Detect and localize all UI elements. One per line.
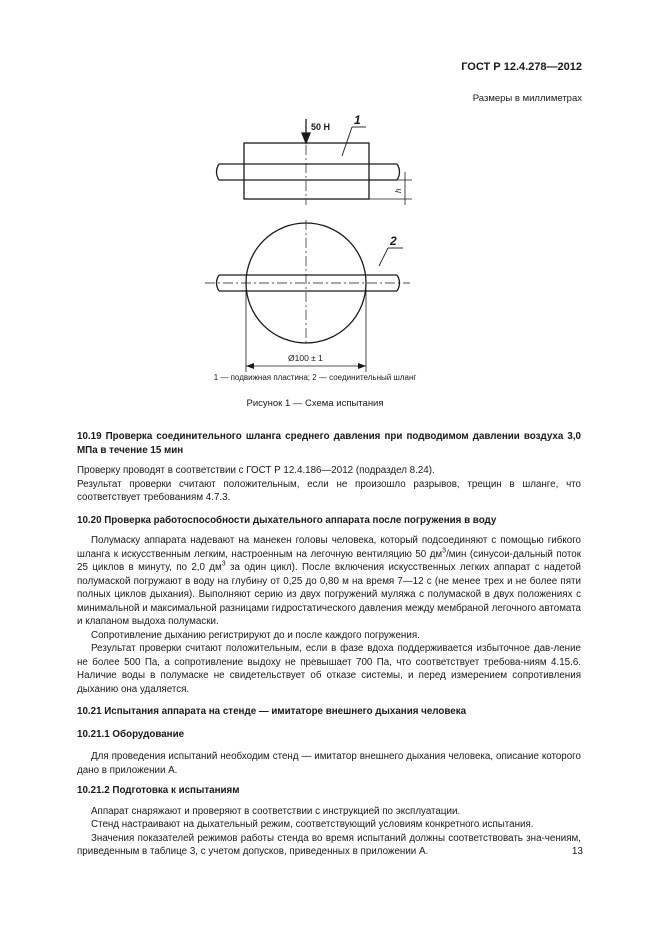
section-10-19-p2: Результат проверки считают положительным, если не произошло разрывов, трещин в шланге, что соответствует требованиям 4.7.3. xyxy=(77,478,581,503)
section-10-21-1-heading: 10.21.1 Оборудование xyxy=(77,728,185,740)
force-arrow-head xyxy=(302,133,310,143)
section-10-21-2-p2: Стенд настраивают на дыхательный режим, соответствующий условиям конкретного испытания. xyxy=(91,819,534,830)
figure-legend: 1 — подвижная пластина; 2 — соединительный шланг xyxy=(213,373,417,382)
section-10-21-2-p3: Значения показателей режимов работы стенда во время испытаний должны соответствовать зна-чениям, приведенным в таблице 3, с учетом допусков, приведенных в приложении А. xyxy=(77,832,581,857)
movable-plate xyxy=(244,143,369,199)
item-1-label: 1 xyxy=(354,113,361,127)
section-10-20-p1: Полумаску аппарата надевают на манекен головы человека, который подсоединяют с помощью гибкого шланга к искусственным легким, настроенным на легочную вентиляцию 50 $дм^3$/мин (синусои-дальный поток 25 циклов в минуту, по 2,0 $дм^3$ за один цикл). После включения искусственных легких аппарат с надетой полумаской погружают в воду на глубину от 0,25 до 0,80 м на время 7—12 с (не менее трех и не более пяти полных циклов дыхания). Выполняют серию из двух погружений муляжа с полумаской в двух положениях с минимальной и максимальной разницами гидростатического давления между мембраной легочного автомата и клапаном выдоха полумаски. xyxy=(77,535,581,627)
page-number: 13 xyxy=(571,846,583,857)
hose-left-end xyxy=(217,164,220,180)
section-10-20-p2: Сопротивление дыханию регистрируют до и после каждого погружения. xyxy=(91,629,420,641)
document-header: ГОСТ Р 12.4.278—2012 xyxy=(461,61,582,73)
h-dimension-label: h xyxy=(394,188,403,193)
diameter-label: Ø100 ± 1 xyxy=(288,353,323,363)
section-10-21-1-p1: Для проведения испытаний необходим стенд — имитатор внешнего дыхания человека, описание которого дано в приложении А. xyxy=(77,751,581,776)
main-text xyxy=(77,430,581,859)
section-10-21-2-heading: 10.21.2 Подготовка к испытаниям xyxy=(77,785,240,796)
section-10-21-2-p1: Аппарат снаряжают и проверяют в соответствии с инструкцией по эксплуатации. xyxy=(91,805,461,817)
section-10-20-heading: 10.20 Проверка работоспособности дыхательного аппарата после погружения в воду xyxy=(77,514,497,526)
item-2-label: 2 xyxy=(390,234,397,248)
section-10-20-p3: Результат проверки считают положительным, если в фазе вдоха поддерживается избыточное дав-ление не более 500 Па, а сопротивление выдоху не превышает 700 Па, что соответствует требова-ниям 4.15.6. Наличие воды в полумаске не свидетельствует об отказе системы, и перед измерением сопротивления дыханию она удаляется. xyxy=(77,643,581,695)
section-10-19-p1: Проверку проводят в соответствии с ГОСТ Р 12.4.186—2012 (подраздел 8.24). xyxy=(77,465,435,476)
hose-right-end xyxy=(397,164,400,180)
section-10-19-heading: 10.19 Проверка соединительного шланга среднего давления при подводимом давлении воздуха 3,0 МПа в течение 15 мин xyxy=(77,431,581,456)
test-scheme-figure xyxy=(0,0,661,400)
force-label: 50 Н xyxy=(311,122,331,132)
dimensions-note: Размеры в миллиметрах xyxy=(472,93,582,104)
section-10-21-heading: 10.21 Испытания аппарата на стенде — имитаторе внешнего дыхания человека xyxy=(77,706,467,717)
figure-caption: Рисунок 1 — Схема испытания xyxy=(246,398,384,409)
